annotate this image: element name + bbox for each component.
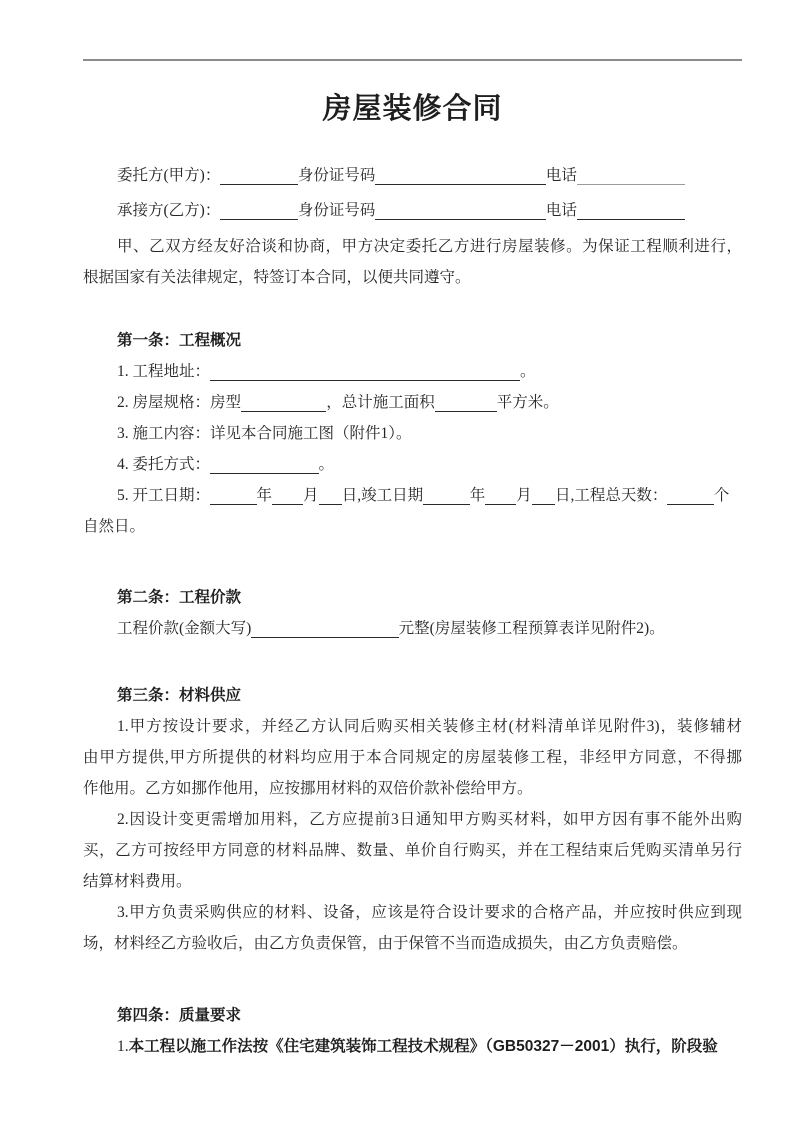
blank-field	[220, 202, 298, 220]
document-title: 房屋装修合同	[322, 93, 503, 125]
text-run: ，总计施工面积	[326, 394, 435, 411]
text-run: 年	[469, 487, 486, 504]
parties-block	[83, 158, 742, 228]
text-run: 4. 委托方式：	[117, 456, 211, 473]
blank-field	[667, 487, 714, 505]
blank-field	[210, 456, 319, 474]
blank-field	[435, 394, 497, 412]
section-3-body	[83, 711, 742, 959]
section-2-heading: 第二条：工程价款	[117, 589, 242, 606]
text-run: 1. 工程地址：	[117, 363, 211, 380]
text-run: 日,工程总天数：	[554, 487, 668, 504]
clause-materials-1-line-1: 1.甲方按设计要求，并经乙方认同后购买相关装修主材(材料清单详见附件3)，装修辅材	[117, 718, 742, 735]
item-entrust-method	[83, 449, 742, 480]
blank-field	[423, 487, 470, 505]
item-dates-line-2: 自然日。	[83, 518, 146, 535]
item-construction-content: 3. 施工内容：详见本合同施工图（附件1）。	[117, 425, 412, 442]
clause-materials-2-line-3: 结算材料费用。	[83, 873, 192, 890]
party-b-line	[83, 193, 742, 228]
clause-materials-3-line-1: 3.甲方负责采购供应的材料、设备，应该是符合设计要求的合格产品，并应按时供应到现	[117, 904, 742, 921]
item-project-address	[83, 356, 742, 387]
text-run: 2. 房屋规格：房型	[117, 394, 242, 411]
text-run: 元整(房屋装修工程预算表详见附件2)。	[398, 620, 665, 637]
clause-materials-1-line-2: 由甲方提供,甲方所提供的材料均应用于本合同规定的房屋装修工程，非经甲方同意，不得挪	[83, 749, 742, 766]
intro-paragraph	[83, 231, 742, 293]
blank-field	[241, 394, 326, 412]
blank-field	[220, 167, 298, 185]
text-run: 1.	[117, 1038, 129, 1055]
text-run: 5. 开工日期：	[117, 487, 211, 504]
clause-materials-2-line-1: 2.因设计变更需增加用料，乙方应提前3日通知甲方购买材料，如甲方因有事不能外出购	[117, 811, 742, 828]
blank-field	[375, 202, 546, 220]
blank-field	[485, 487, 516, 505]
text-run: 月	[303, 487, 319, 504]
blank-field	[210, 363, 520, 381]
text-run: 日,竣工日期	[341, 487, 424, 504]
intro-line-2: 根据国家有关法律规定，特签订本合同，以便共同遵守。	[83, 269, 471, 286]
text-run: 。	[520, 363, 536, 380]
section-3-heading: 第三条：材料供应	[117, 687, 242, 704]
text-run: 电话	[545, 202, 577, 219]
intro-line-1: 甲、乙双方经友好洽谈和协商，甲方决定委托乙方进行房屋装修。为保证工程顺利进行，	[117, 238, 742, 255]
blank-field	[272, 487, 303, 505]
text-run: 个	[713, 487, 730, 504]
header-rule	[83, 59, 742, 61]
text-run: 工程价款(金额大写)	[117, 620, 252, 637]
blank-field	[577, 202, 686, 220]
text-run: 年	[256, 487, 273, 504]
quality-clause-line	[83, 1031, 742, 1062]
clause-materials-1-line-3: 作他用。乙方如挪作他用，应按挪用材料的双倍价款补偿给甲方。	[83, 780, 533, 797]
item-dates-line-1	[83, 480, 742, 511]
section-1-heading: 第一条：工程概况	[117, 332, 242, 349]
section-1-body	[83, 356, 742, 542]
party-a-line	[83, 158, 742, 193]
text-run: 平方米。	[496, 394, 559, 411]
text-run: 本工程以施工作法按《住宅建筑装饰工程技术规程》（GB50327－2001）执行，阶段验	[128, 1038, 718, 1055]
blank-field	[210, 487, 257, 505]
text-run: 。	[318, 456, 335, 473]
blank-field	[251, 620, 398, 638]
blank-field	[375, 167, 546, 185]
blank-field	[532, 487, 555, 505]
clause-materials-2-line-2: 买，乙方可按经甲方同意的材料品牌、数量、单价自行购买，并在工程结束后凭购买清单另行	[83, 842, 742, 859]
item-house-spec	[83, 387, 742, 418]
text-run: 电话	[545, 167, 577, 184]
text-run: 月	[516, 487, 532, 504]
text-run: 身份证号码	[297, 167, 376, 184]
text-run: 委托方(甲方)：	[117, 167, 221, 184]
blank-field	[577, 167, 686, 185]
price-line	[83, 613, 742, 644]
text-run: 身份证号码	[297, 202, 376, 219]
section-4-heading: 第四条：质量要求	[117, 1007, 242, 1024]
blank-field	[319, 487, 342, 505]
text-run: 承接方(乙方)：	[117, 202, 221, 219]
clause-materials-3-line-2: 场，材料经乙方验收后，由乙方负责保管，由于保管不当而造成损失，由乙方负责赔偿。	[83, 935, 688, 952]
